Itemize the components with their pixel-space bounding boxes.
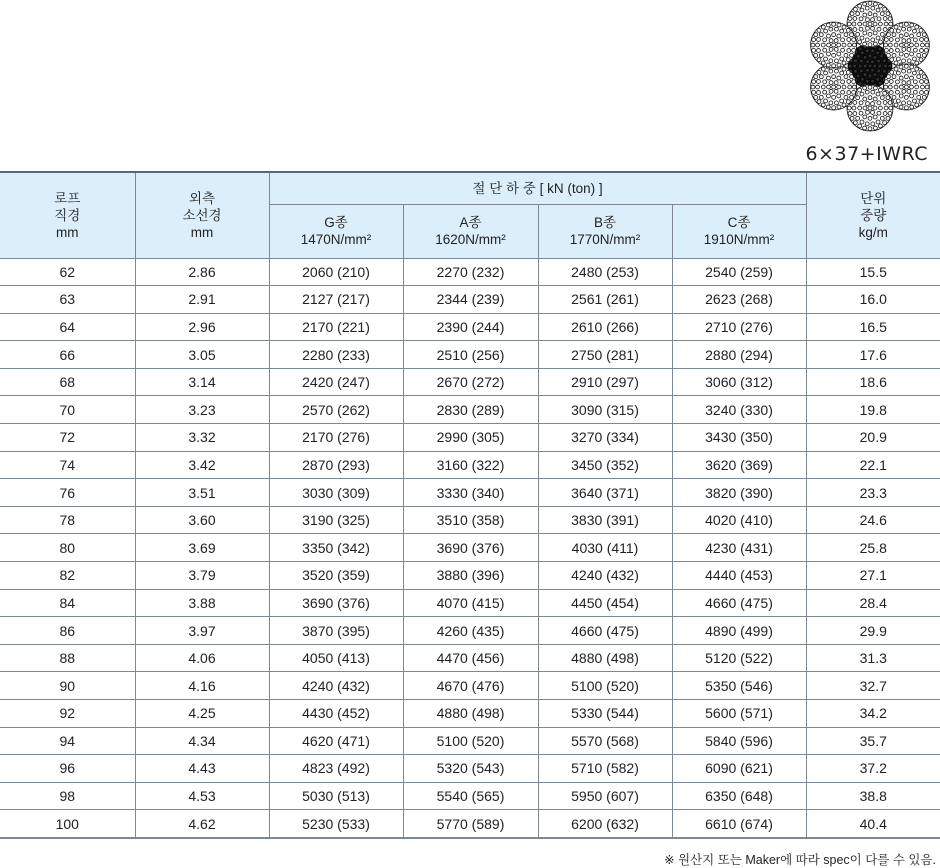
table-cell: 78 (0, 506, 135, 534)
table-cell: 4660 (475) (672, 589, 806, 617)
table-row (0, 424, 940, 452)
table-cell: 3.51 (135, 479, 269, 507)
table-cell: 2390 (244) (403, 313, 538, 341)
header-grade: C종 1910N/mm² (672, 204, 806, 258)
table-cell: 37.2 (806, 755, 940, 783)
table-cell: 5540 (565) (403, 782, 538, 810)
table-row (0, 755, 940, 783)
table-row (0, 617, 940, 645)
table-cell: 2750 (281) (538, 341, 672, 369)
table-cell: 5840 (596) (672, 727, 806, 755)
table-cell: 100 (0, 810, 135, 838)
table-cell: 2610 (266) (538, 313, 672, 341)
table-cell: 4440 (453) (672, 562, 806, 590)
table-cell: 3190 (325) (269, 506, 403, 534)
table-cell: 2170 (221) (269, 313, 403, 341)
table-cell: 6200 (632) (538, 810, 672, 838)
table-cell: 28.4 (806, 589, 940, 617)
table-cell: 74 (0, 451, 135, 479)
table-row (0, 562, 940, 590)
table-cell: 2880 (294) (672, 341, 806, 369)
table-cell: 4050 (413) (269, 644, 403, 672)
table-cell: 4880 (498) (403, 700, 538, 728)
table-cell: 94 (0, 727, 135, 755)
table-cell: 3.79 (135, 562, 269, 590)
table-row (0, 451, 940, 479)
table-row (0, 782, 940, 810)
table-cell: 2170 (276) (269, 424, 403, 452)
table-cell: 34.2 (806, 700, 940, 728)
table-cell: 4670 (476) (403, 672, 538, 700)
table-cell: 4240 (432) (538, 562, 672, 590)
table-cell: 3.14 (135, 368, 269, 396)
table-cell: 2420 (247) (269, 368, 403, 396)
table-cell: 16.5 (806, 313, 940, 341)
table-cell: 4450 (454) (538, 589, 672, 617)
rope-spec-table (0, 171, 940, 839)
table-cell: 3510 (358) (403, 506, 538, 534)
table-cell: 3690 (376) (403, 534, 538, 562)
table-cell: 82 (0, 562, 135, 590)
table-cell: 4.16 (135, 672, 269, 700)
table-cell: 5100 (520) (403, 727, 538, 755)
table-cell: 3.88 (135, 589, 269, 617)
table-cell: 24.6 (806, 506, 940, 534)
table-row (0, 644, 940, 672)
table-cell: 4240 (432) (269, 672, 403, 700)
table-cell: 3.60 (135, 506, 269, 534)
table-cell: 6090 (621) (672, 755, 806, 783)
header-grade: A종 1620N/mm² (403, 204, 538, 258)
table-cell: 4.25 (135, 700, 269, 728)
header-grade: B종 1770N/mm² (538, 204, 672, 258)
table-cell: 90 (0, 672, 135, 700)
table-cell: 2910 (297) (538, 368, 672, 396)
table-cell: 3520 (359) (269, 562, 403, 590)
table-cell: 4.62 (135, 810, 269, 838)
table-cell: 3.97 (135, 617, 269, 645)
table-cell: 3.23 (135, 396, 269, 424)
table-cell: 5770 (589) (403, 810, 538, 838)
table-cell: 2.96 (135, 313, 269, 341)
table-cell: 23.3 (806, 479, 940, 507)
table-cell: 5600 (571) (672, 700, 806, 728)
header-rope-diameter: 로프 직경 mm (0, 172, 135, 258)
table-cell: 25.8 (806, 534, 940, 562)
header-unit-weight: 단위 중량 kg/m (806, 172, 940, 258)
table-cell: 16.0 (806, 286, 940, 314)
table-row (0, 534, 940, 562)
wire-rope-cross-section-icon (805, 0, 935, 132)
table-cell: 3690 (376) (269, 589, 403, 617)
table-row (0, 258, 940, 286)
header-outer-wire-diameter: 외측 소선경 mm (135, 172, 269, 258)
table-cell: 4260 (435) (403, 617, 538, 645)
table-cell: 5330 (544) (538, 700, 672, 728)
table-cell: 72 (0, 424, 135, 452)
table-cell: 3240 (330) (672, 396, 806, 424)
table-cell: 5030 (513) (269, 782, 403, 810)
table-cell: 2.91 (135, 286, 269, 314)
table-cell: 4.43 (135, 755, 269, 783)
table-cell: 5350 (546) (672, 672, 806, 700)
table-cell: 27.1 (806, 562, 940, 590)
table-cell: 3.32 (135, 424, 269, 452)
table-cell: 2870 (293) (269, 451, 403, 479)
table-cell: 68 (0, 368, 135, 396)
table-cell: 4470 (456) (403, 644, 538, 672)
table-cell: 5120 (522) (672, 644, 806, 672)
table-cell: 98 (0, 782, 135, 810)
table-cell: 2344 (239) (403, 286, 538, 314)
table-cell: 6350 (648) (672, 782, 806, 810)
table-cell: 2570 (262) (269, 396, 403, 424)
table-row (0, 313, 940, 341)
table-cell: 2830 (289) (403, 396, 538, 424)
table-cell: 3160 (322) (403, 451, 538, 479)
table-row (0, 700, 940, 728)
header-grade: G종 1470N/mm² (269, 204, 403, 258)
table-cell: 6610 (674) (672, 810, 806, 838)
table-row (0, 479, 940, 507)
table-cell: 4.53 (135, 782, 269, 810)
table-cell: 76 (0, 479, 135, 507)
table-cell: 3350 (342) (269, 534, 403, 562)
table-cell: 3620 (369) (672, 451, 806, 479)
table-cell: 2510 (256) (403, 341, 538, 369)
table-cell: 5710 (582) (538, 755, 672, 783)
table-cell: 4880 (498) (538, 644, 672, 672)
table-cell: 4020 (410) (672, 506, 806, 534)
table-cell: 22.1 (806, 451, 940, 479)
table-row (0, 341, 940, 369)
table-cell: 35.7 (806, 727, 940, 755)
table-cell: 3640 (371) (538, 479, 672, 507)
table-cell: 62 (0, 258, 135, 286)
table-cell: 2561 (261) (538, 286, 672, 314)
table-cell: 3.05 (135, 341, 269, 369)
table-cell: 2540 (259) (672, 258, 806, 286)
table-cell: 3870 (395) (269, 617, 403, 645)
table-cell: 3.69 (135, 534, 269, 562)
table-cell: 18.6 (806, 368, 940, 396)
table-cell: 3820 (390) (672, 479, 806, 507)
table-row (0, 810, 940, 838)
table-cell: 88 (0, 644, 135, 672)
table-cell: 2127 (217) (269, 286, 403, 314)
table-cell: 3030 (309) (269, 479, 403, 507)
table-cell: 4620 (471) (269, 727, 403, 755)
table-cell: 5570 (568) (538, 727, 672, 755)
table-cell: 64 (0, 313, 135, 341)
table-row (0, 506, 940, 534)
table-cell: 63 (0, 286, 135, 314)
table-cell: 3330 (340) (403, 479, 538, 507)
table-cell: 4070 (415) (403, 589, 538, 617)
table-cell: 31.3 (806, 644, 940, 672)
table-cell: 4030 (411) (538, 534, 672, 562)
table-cell: 86 (0, 617, 135, 645)
table-cell: 92 (0, 700, 135, 728)
table-cell: 2710 (276) (672, 313, 806, 341)
table-cell: 40.4 (806, 810, 940, 838)
table-cell: 20.9 (806, 424, 940, 452)
table-cell: 2623 (268) (672, 286, 806, 314)
table-cell: 3060 (312) (672, 368, 806, 396)
table-cell: 4890 (499) (672, 617, 806, 645)
table-cell: 2480 (253) (538, 258, 672, 286)
table-row (0, 589, 940, 617)
table-cell: 4660 (475) (538, 617, 672, 645)
table-cell: 5100 (520) (538, 672, 672, 700)
table-cell: 3830 (391) (538, 506, 672, 534)
table-cell: 5950 (607) (538, 782, 672, 810)
table-cell: 5230 (533) (269, 810, 403, 838)
table-cell: 3430 (350) (672, 424, 806, 452)
table-cell: 84 (0, 589, 135, 617)
table-cell: 29.9 (806, 617, 940, 645)
table-cell: 80 (0, 534, 135, 562)
table-cell: 15.5 (806, 258, 940, 286)
table-row (0, 396, 940, 424)
table-cell: 3.42 (135, 451, 269, 479)
footnote: ※ 원산지 또는 Maker에 따라 spec이 다를 수 있음. (664, 853, 936, 867)
table-row (0, 672, 940, 700)
table-row (0, 727, 940, 755)
table-row (0, 286, 940, 314)
rope-type-label: 6×37+IWRC (805, 143, 928, 165)
table-cell: 3270 (334) (538, 424, 672, 452)
table-cell: 4823 (492) (269, 755, 403, 783)
table-cell: 38.8 (806, 782, 940, 810)
table-cell: 4.34 (135, 727, 269, 755)
table-cell: 5320 (543) (403, 755, 538, 783)
table-cell: 3090 (315) (538, 396, 672, 424)
table-cell: 3880 (396) (403, 562, 538, 590)
table-cell: 4230 (431) (672, 534, 806, 562)
table-cell: 2060 (210) (269, 258, 403, 286)
table-cell: 2280 (233) (269, 341, 403, 369)
table-cell: 2670 (272) (403, 368, 538, 396)
table-cell: 17.6 (806, 341, 940, 369)
header-breaking-load: 절 단 하 중 [ kN (ton) ] (269, 172, 806, 204)
table-cell: 32.7 (806, 672, 940, 700)
table-cell: 3450 (352) (538, 451, 672, 479)
table-cell: 19.8 (806, 396, 940, 424)
table-cell: 2.86 (135, 258, 269, 286)
table-cell: 96 (0, 755, 135, 783)
table-cell: 70 (0, 396, 135, 424)
table-cell: 2270 (232) (403, 258, 538, 286)
table-row (0, 368, 940, 396)
table-cell: 4430 (452) (269, 700, 403, 728)
table-cell: 66 (0, 341, 135, 369)
table-cell: 4.06 (135, 644, 269, 672)
table-cell: 2990 (305) (403, 424, 538, 452)
